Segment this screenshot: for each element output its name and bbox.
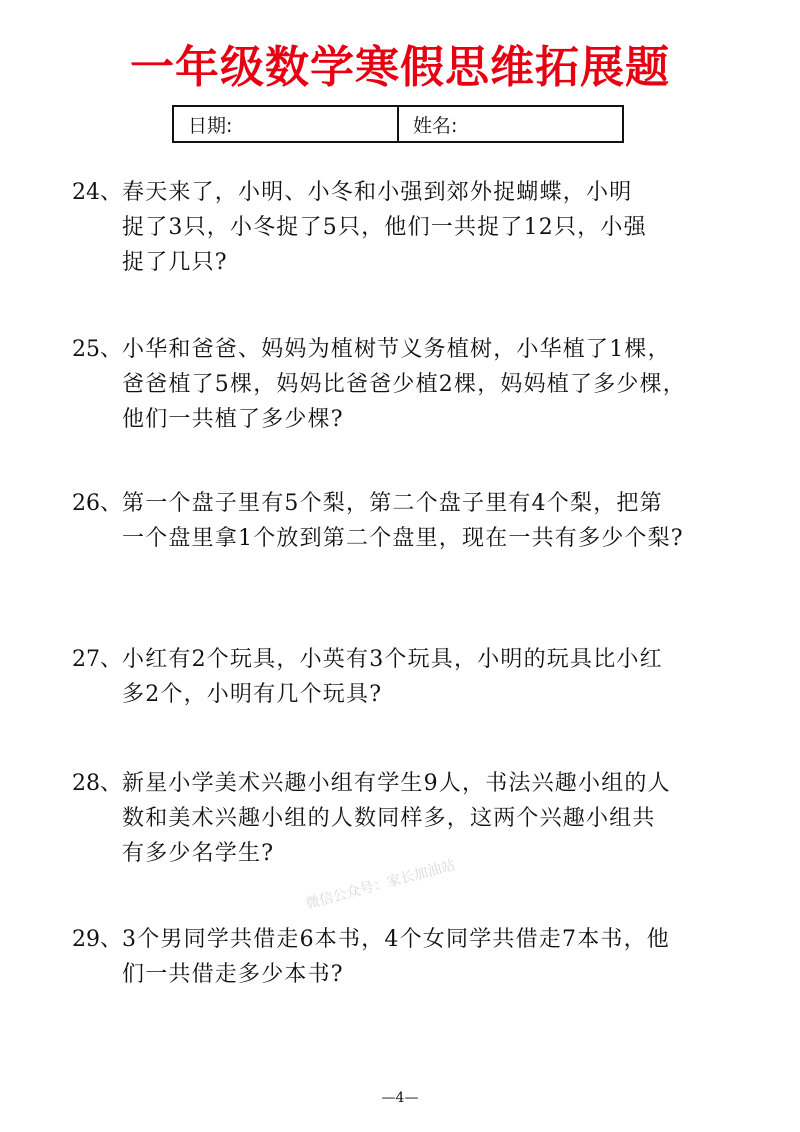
problem-number: 27、 <box>72 647 122 672</box>
problem-27 <box>72 642 732 712</box>
date-field: 日期: <box>188 114 233 137</box>
problem-24 <box>72 175 732 280</box>
problem-text-line: 多2个，小明有几个玩具? <box>122 682 383 707</box>
problem-number: 24、 <box>72 180 122 205</box>
problem-text-line: 新星小学美术兴趣小组有学生9人，书法兴趣小组的人 <box>122 771 671 796</box>
problem-26 <box>72 486 732 556</box>
problem-text-line: 捉了3只，小冬捉了5只，他们一共捉了12只，小强 <box>122 215 647 240</box>
problem-29 <box>72 922 732 992</box>
problem-text-line: 小红有2个玩具，小英有3个玩具，小明的玩具比小红 <box>122 647 663 672</box>
problem-text-line: 小华和爸爸、妈妈为植树节义务植树，小华植了1棵， <box>122 337 671 362</box>
page-number: —4— <box>381 1090 419 1106</box>
problem-text-line: 数和美术兴趣小组的人数同样多，这两个兴趣小组共 <box>122 806 656 831</box>
problem-text-line: 一个盘里拿1个放到第二个盘里，现在一共有多少个梨? <box>122 526 684 551</box>
problem-25 <box>72 332 732 437</box>
problem-number: 26、 <box>72 491 122 516</box>
problem-text-line: 春天来了，小明、小冬和小强到郊外捉蝴蝶，小明 <box>122 180 633 205</box>
watermark-text: 微信公众号：家长加油站 <box>304 857 457 913</box>
problem-text-line: 们一共借走多少本书? <box>122 962 344 987</box>
problem-text-line: 3个男同学共借走6本书，4个女同学共借走7本书，他 <box>122 927 670 952</box>
page-title: 一年级数学寒假思维拓展题 <box>130 42 670 93</box>
problem-text-line: 爸爸植了5棵，妈妈比爸爸少植2棵，妈妈植了多少棵， <box>122 372 686 397</box>
problem-text-line: 他们一共植了多少棵? <box>122 407 344 432</box>
problem-number: 29、 <box>72 927 122 952</box>
problem-text-line: 第一个盘子里有5个梨，第二个盘子里有4个梨，把第 <box>122 491 663 516</box>
problem-text-line: 捉了几只? <box>122 250 228 275</box>
problem-28 <box>72 766 732 871</box>
problem-text-line: 有多少名学生? <box>122 841 275 866</box>
name-field: 姓名: <box>397 107 622 141</box>
info-box <box>172 105 624 143</box>
problem-number: 28、 <box>72 771 122 796</box>
problem-number: 25、 <box>72 337 122 362</box>
